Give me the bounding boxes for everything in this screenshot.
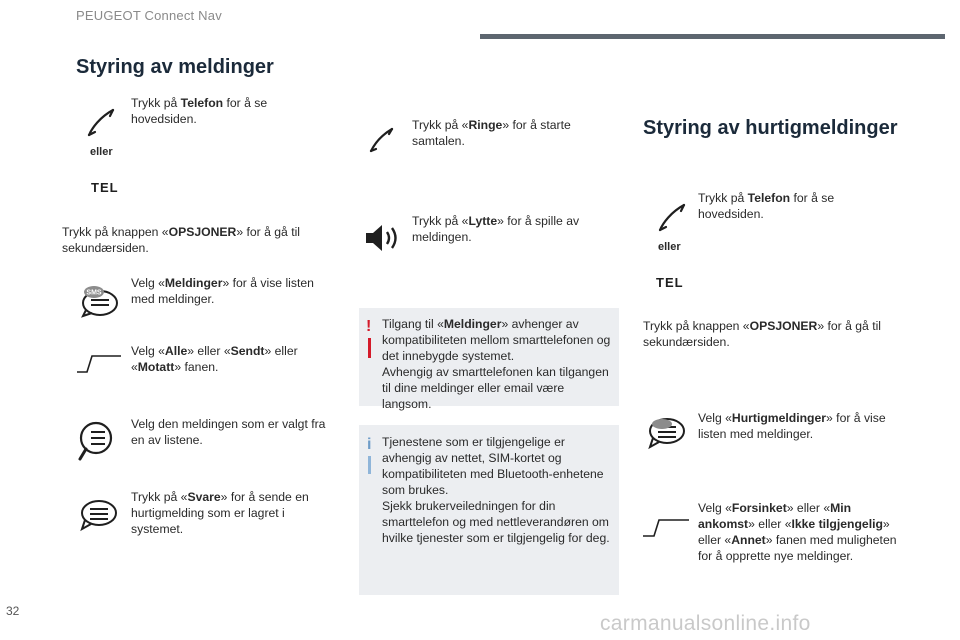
select-messages-text: Velg «Meldinger» for å vise listen med meldinger. xyxy=(131,276,314,306)
select-message-text: Velg den meldingen som er valgt fra en av listene. xyxy=(131,417,326,447)
call-text: Trykk på «Ringe» for å starte samtalen. xyxy=(412,118,571,148)
header-brand: PEUGEOT Connect Nav xyxy=(76,8,222,23)
sms-icon-label: SMS xyxy=(86,289,102,297)
sms-icon xyxy=(78,282,120,318)
reply-text: Trykk på «Svare» for å sende en hurtigmelding som er lagret i systemet. xyxy=(131,490,309,536)
step-phone-text: Trykk på Telefon for å se hovedsiden. xyxy=(131,96,268,126)
reply-message-icon xyxy=(78,498,118,532)
select-quick-text: Velg «Hurtigmeldinger» for å vise listen med meldinger. xyxy=(698,411,886,441)
tel-button[interactable]: TEL xyxy=(91,180,119,195)
speaker-icon xyxy=(364,222,402,254)
info-icon: i xyxy=(367,436,372,453)
warning-bar xyxy=(368,338,371,358)
or-label-right: eller xyxy=(658,241,681,253)
phone-icon xyxy=(86,106,118,138)
header-bar xyxy=(480,34,945,39)
page-number: 32 xyxy=(6,604,20,618)
info-bar xyxy=(368,456,371,474)
options-text: Trykk på knappen «OPSJONER» for å gå til sekundærsiden. xyxy=(62,225,301,255)
watermark: carmanualsonline.info xyxy=(600,612,811,635)
listen-text: Trykk på «Lytte» for å spille av meldingen. xyxy=(412,214,580,244)
section-title-quick-messages: Styring av hurtigmeldinger xyxy=(643,117,898,139)
warning-text: Tilgang til «Meldinger» avhenger av kompatibiliteten mellom smarttelefonen og det innebygde systemet. Avhengig av smarttelefonen kan tilgangen til dine meldinger eller email være langsom. xyxy=(382,317,611,411)
step-phone-text-right: Trykk på Telefon for å se hovedsiden. xyxy=(698,191,835,221)
section-title-messages: Styring av meldinger xyxy=(76,56,274,78)
tab-icon xyxy=(76,354,122,374)
call-icon xyxy=(368,126,396,154)
or-label: eller xyxy=(90,146,113,158)
warning-icon: ! xyxy=(366,318,372,335)
quick-message-icon xyxy=(646,416,686,450)
tel-button-right[interactable]: TEL xyxy=(656,275,684,290)
tab-icon-right xyxy=(642,518,690,538)
phone-icon-right xyxy=(657,201,689,233)
options-text-right: Trykk på knappen «OPSJONER» for å gå til sekundærsiden. xyxy=(643,319,882,349)
select-list-icon xyxy=(78,420,114,462)
select-tab-text: Velg «Alle» eller «Sendt» eller «Motatt» fanen. xyxy=(131,344,298,374)
select-tab-text-right: Velg «Forsinket» eller «Min ankomst» eller «Ikke tilgjengelig» eller «Annet» fanen med muligheten for å opprette nye meldinger. xyxy=(698,501,897,563)
info-text: Tjenestene som er tilgjengelige er avhengig av nettet, SIM-kortet og kompatibiliteten med Bluetooth-enhetene som brukes. Sjekk brukerveiledningen for din smarttelefon og med nettleverandøren om hvilke tjenester som er tilgjengelig for deg. xyxy=(382,435,610,545)
